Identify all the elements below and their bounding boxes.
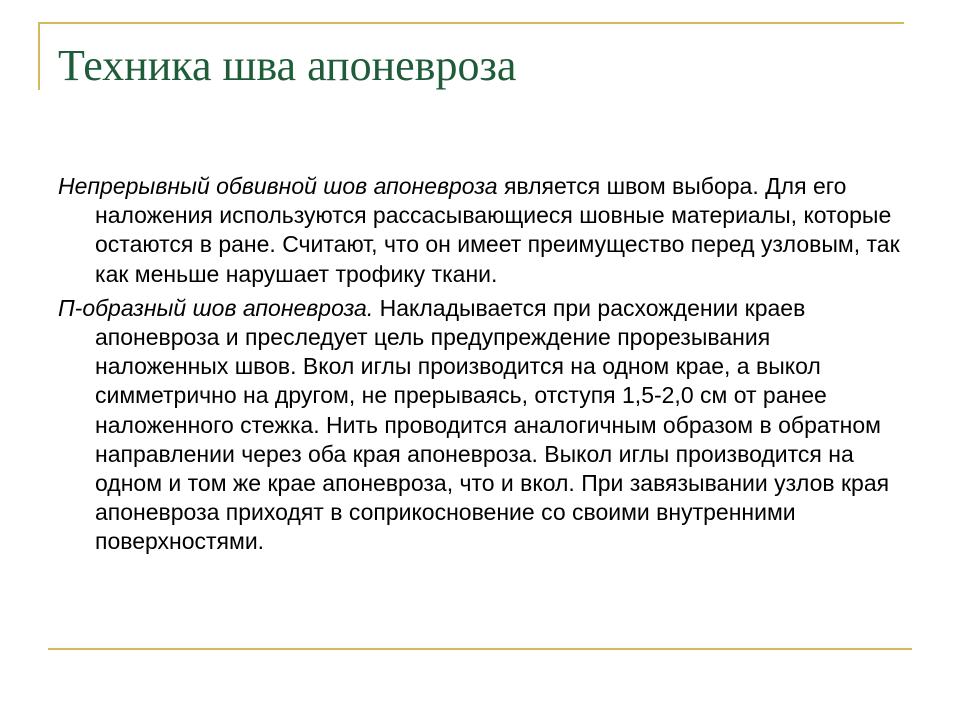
paragraph-lead: Непрерывный обвивной шов апоневроза [58,173,498,199]
paragraph-text: является швом выбора. Для его наложения используются рассасывающиеся шовные материалы, которые остаются в ране. Считают, что он имеет преимущество перед узловым, так как меньше нарушает трофику ткани. [95,173,900,287]
top-divider-line [38,22,904,24]
slide-body [58,172,908,562]
paragraph-u-shaped-suture [58,294,908,557]
bottom-divider-line [48,648,912,650]
left-divider-line [38,22,40,90]
paragraph-text: Накладывается при расхождении краев апоневроза и преследует цель предупреждение прорезывания наложенных швов. Вкол иглы производится на одном крае, а выкол симметрично на другом, не прерываясь, отступя 1,5-2,0 см от ранее наложенного стежка. Нить проводится аналогичным образом в обратном направлении через оба края апоневроза. Выкол иглы производится на одном и том же крае апоневроза, что и вкол. При завязывании узлов края апоневроза приходят в соприкосновение со своими внутренними поверхностями. [95,294,890,555]
paragraph-lead: П-образный шов апоневроза. [58,294,374,321]
slide-title: Техника шва апоневроза [58,41,517,90]
paragraph-continuous-suture [58,172,908,289]
